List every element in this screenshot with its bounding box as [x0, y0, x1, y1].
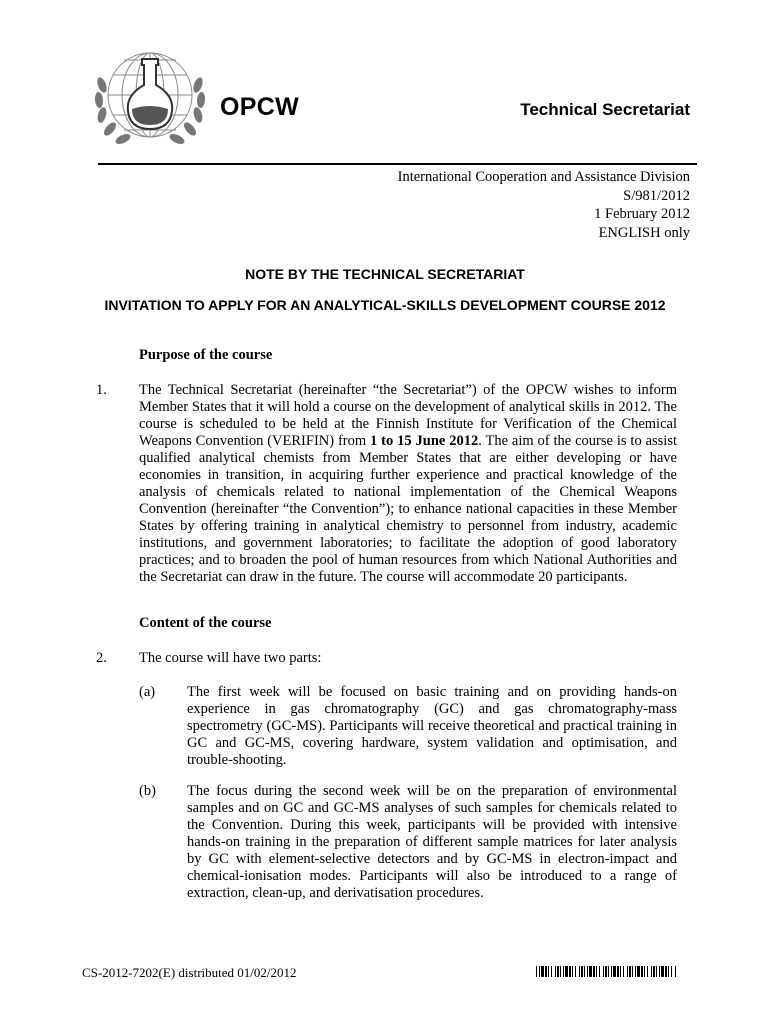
content-heading: Content of the course: [139, 615, 272, 631]
reference-number: S/981/2012: [623, 187, 690, 204]
paragraph-number: 1.: [96, 382, 107, 398]
paragraph-number: 2.: [96, 650, 107, 666]
opcw-emblem-logo: [80, 45, 220, 155]
secretariat-title: Technical Secretariat: [520, 100, 690, 119]
org-name: OPCW: [220, 93, 299, 121]
purpose-paragraph: [139, 382, 677, 586]
language-note: ENGLISH only: [598, 224, 690, 241]
purpose-text-end: . The aim of the course is to assist qualified analytical chemists from Member States that are either developing or have economies in transition, in acquiring further experience and practical knowledge of the analysis of chemicals related to national implementation of the Chemical Weapons Convention (hereinafter “the Convention”); to enhance national capacities in these Member States by offering training in analytical chemistry to personnel from industry, academic institutions, and government laboratories; to facilitate the adoption of good laboratory practices; and to broaden the pool of human resources from which National Authorities and the Secretariat can draw in the future. The course will accommodate 20 participants.: [139, 433, 677, 585]
subitem-label: (a): [139, 684, 156, 700]
document-date: 1 February 2012: [594, 206, 690, 222]
division-line: International Cooperation and Assistance Division: [397, 169, 690, 185]
content-intro: The course will have two parts:: [139, 650, 322, 666]
barcode-image: [536, 966, 676, 977]
note-title: NOTE BY THE TECHNICAL SECRETARIAT: [245, 266, 525, 282]
subitem-text: The focus during the second week will be on the preparation of environmental samples and on GC and GC-MS analyses of such samples for chemicals related to the Convention. During this week, participants will be provided with intensive hands-on training in the preparation of different sample matrices for later analysis by GC with element-selective detectors and by GC-MS in electron-impact and chemical-ionisation modes. Participants will also be introduced to a range of extraction, clean-up, and derivatisation procedures.: [187, 783, 677, 901]
course-dates: 1 to 15 June 2012: [370, 433, 479, 449]
invitation-title: INVITATION TO APPLY FOR AN ANALYTICAL-SKILLS DEVELOPMENT COURSE 2012: [104, 297, 666, 313]
distribution-footer: CS-2012-7202(E) distributed 01/02/2012: [82, 965, 297, 980]
purpose-heading: Purpose of the course: [139, 347, 273, 363]
subitem-label: (b): [139, 783, 156, 799]
purpose-text-start: The Technical Secretariat (hereinafter “the Secretariat”) of the OPCW wishes to inform Member States that it will hold a course on the development of analytical skills in 2012. The course is scheduled to be held at the Finnish Institute for Verification of the Chemical Weapons Convention (VERIFIN) from: [139, 382, 677, 449]
header-divider: [98, 163, 697, 165]
document-meta: [398, 168, 690, 242]
subitem-text: The first week will be focused on basic training and on providing hands-on experience in gas chromatography (GC) and gas chromatography-mass spectrometry (GC-MS). Participants will receive theoretical and practical training in GC and GC-MS, covering hardware, system validation and optimisation, and trouble-shooting.: [187, 684, 677, 768]
